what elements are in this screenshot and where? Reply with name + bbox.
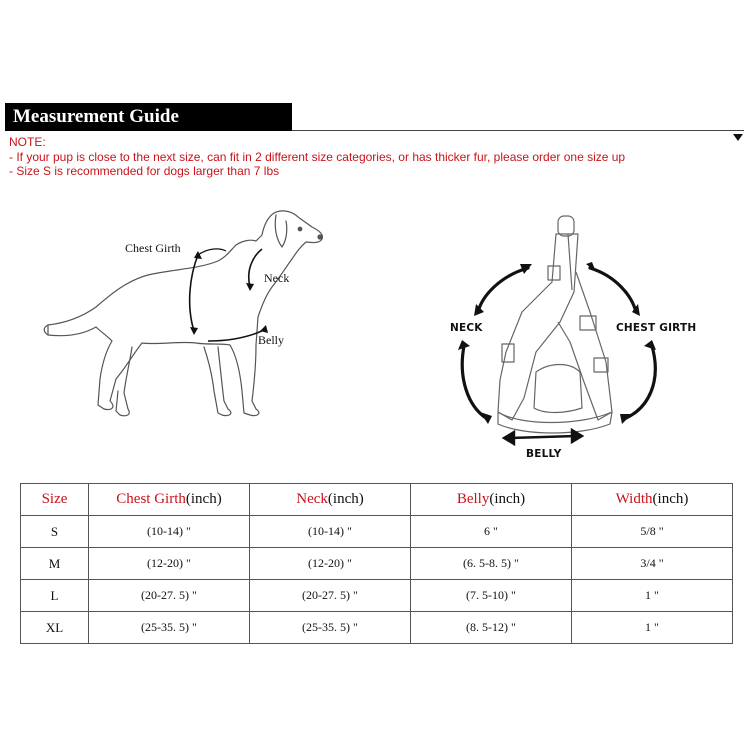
note-block	[9, 135, 729, 179]
note-line: - Size S is recommended for dogs larger than 7 lbs	[9, 164, 280, 178]
chest-cell: (10-14) "	[89, 516, 250, 548]
column-header-neck: Neck(inch)	[250, 484, 411, 516]
harness-belly-label: BELLY	[526, 448, 562, 460]
table-row	[21, 548, 733, 580]
chest-cell: (25-35. 5) "	[89, 612, 250, 644]
harness-chest-girth-label: CHEST GIRTH	[616, 322, 697, 334]
belly-cell: (6. 5-8. 5) "	[411, 548, 572, 580]
note-heading: NOTE:	[9, 135, 46, 149]
size-cell: S	[21, 516, 89, 548]
width-cell: 1 "	[572, 580, 733, 612]
table-row	[21, 612, 733, 644]
belly-label: Belly	[258, 333, 284, 347]
table-row	[21, 516, 733, 548]
width-cell: 3/4 "	[572, 548, 733, 580]
size-chart-table	[20, 483, 733, 644]
header-rule	[292, 130, 744, 131]
table-row	[21, 580, 733, 612]
page-title: Measurement Guide	[5, 103, 292, 131]
belly-cell: (8. 5-12) "	[411, 612, 572, 644]
harness-measurement-diagram	[440, 212, 710, 467]
dog-outline-icon	[30, 195, 340, 445]
column-header-size: Size	[21, 484, 89, 516]
column-header-width: Width(inch)	[572, 484, 733, 516]
note-line: - If your pup is close to the next size, can fit in 2 different size categories, or has thicker fur, please order one size up	[9, 149, 626, 164]
size-cell: M	[21, 548, 89, 580]
dog-measurement-diagram	[30, 195, 340, 445]
caret-down-icon	[733, 134, 743, 141]
width-cell: 1 "	[572, 612, 733, 644]
table-header-row	[21, 484, 733, 516]
belly-cell: 6 "	[411, 516, 572, 548]
chest-cell: (12-20) "	[89, 548, 250, 580]
chest-cell: (20-27. 5) "	[89, 580, 250, 612]
neck-cell: (12-20) "	[250, 548, 411, 580]
neck-cell: (25-35. 5) "	[250, 612, 411, 644]
harness-neck-label: NECK	[450, 322, 483, 334]
belly-cell: (7. 5-10) "	[411, 580, 572, 612]
size-cell: L	[21, 580, 89, 612]
width-cell: 5/8 "	[572, 516, 733, 548]
harness-outline-icon	[440, 212, 710, 467]
chest-girth-label: Chest Girth	[125, 241, 181, 255]
neck-cell: (20-27. 5) "	[250, 580, 411, 612]
neck-label: Neck	[264, 271, 290, 285]
neck-cell: (10-14) "	[250, 516, 411, 548]
column-header-belly: Belly(inch)	[411, 484, 572, 516]
column-header-chest-girth: Chest Girth(inch)	[89, 484, 250, 516]
size-cell: XL	[21, 612, 89, 644]
